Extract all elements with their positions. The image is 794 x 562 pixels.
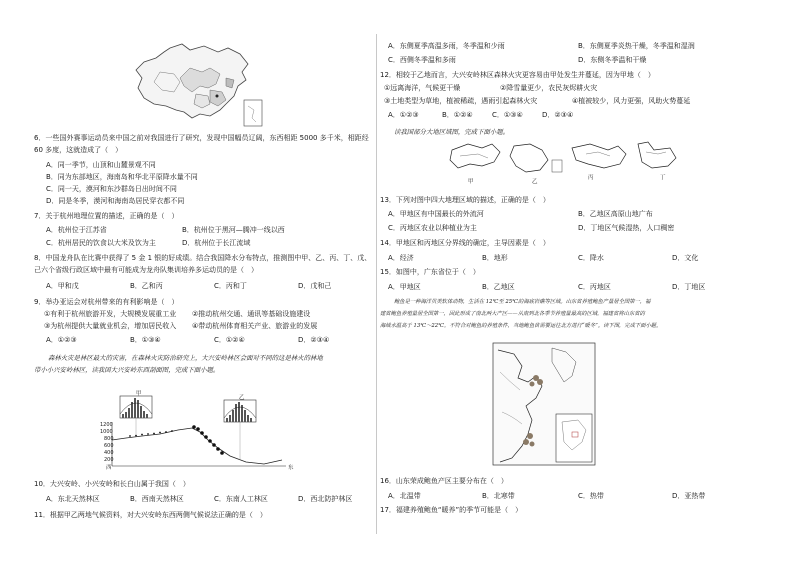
q15-option-a[interactable]: A．甲地区: [388, 283, 421, 291]
q10-stem: 10．大兴安岭、小兴安岭和长白山属于我国（ ）: [34, 480, 190, 488]
region-label-yi: 乙: [532, 179, 538, 185]
climate-label-yi: 乙: [239, 395, 245, 401]
reading-intro-forest: 森林火灾是林区最大的灾害，在森林火灾防治研究上，大兴安岭林区会面对不同的这是林火的林地: [48, 354, 323, 362]
q11-option-c[interactable]: C．西侧冬季温和多雨: [388, 56, 456, 64]
q11-stem: 11．根据甲乙两地气候资料，对大兴安岭东西两侧气候说法正确的是（ ）: [34, 511, 267, 519]
q8-option-d[interactable]: D．戊和己: [298, 282, 332, 290]
q15-option-b[interactable]: B．乙地区: [482, 283, 515, 291]
q16-option-b[interactable]: B．北寒带: [482, 492, 515, 500]
q10-option-d[interactable]: D．西北防护林区: [298, 495, 353, 503]
q14-option-b[interactable]: B．地形: [482, 254, 508, 262]
q9-item-1: ①有利于杭州旅游开发，大规模发展重工业: [44, 310, 177, 318]
reading-intro-abalone-cont: 建省鲍鱼养殖量居全国第一，因此形成了南北两大产区——从南到北各季节养殖量最高的区域，福建省将山东省的: [380, 311, 645, 317]
daxinganling-profile-figure: [96, 378, 292, 470]
q13-option-d[interactable]: D．丁地区气候湿热，人口稠密: [578, 224, 675, 232]
q16-option-c[interactable]: C．热带: [578, 492, 604, 500]
q12-option-b[interactable]: B．①②④: [442, 111, 473, 119]
q12-stem: 12．相较于乙地而言，大兴安岭林区森林火灾更容易由甲处发生并蔓延，因为甲地（ ）: [380, 71, 655, 79]
q6-stem: 6．一些国外赛事运动员来中国之前对我国进行了研究，发现中国幅员辽阔，东西相距 5000 多千米，相距经: [34, 134, 369, 142]
q9-option-b[interactable]: B．①③④: [130, 336, 161, 344]
q11-option-d[interactable]: D．东侧冬季温和干燥: [578, 56, 647, 64]
q12-item-3: ③土地类型为草地，植被稀疏，遇雨引起森林火灾: [384, 97, 538, 105]
q17-stem: 17．福建养殖鲍鱼“暖养”的季节可能是（ ）: [380, 506, 523, 514]
q10-option-b[interactable]: B．西南天然林区: [130, 495, 184, 503]
region-label-jia: 甲: [468, 179, 474, 185]
q14-option-c[interactable]: C．降水: [578, 254, 604, 262]
q9-option-d[interactable]: D．②③④: [298, 336, 330, 344]
q8-stem-cont: 己六个省级行政区域中最有可能成为龙舟队集训培养多运动员的是（ ）: [34, 266, 258, 274]
right-column: [380, 0, 762, 562]
region-label-bing: 丙: [588, 175, 594, 181]
q6-stem-cont: 60 多度，这就造成了（ ）: [34, 146, 123, 154]
q9-item-4: ④带动杭州体育相关产业、旅游业的发展: [192, 322, 318, 330]
q16-stem: 16．山东荣成鲍鱼产区主要分布在（ ）: [380, 477, 508, 485]
q14-option-d[interactable]: D．文化: [672, 254, 699, 262]
q7-option-c[interactable]: C．杭州居民的饮食以大米及饮为主: [46, 239, 156, 247]
q6-option-d[interactable]: D．同是冬季，漠河和海南岛居民穿衣都不同: [46, 197, 185, 205]
q13-option-c[interactable]: C．丙地区农业以种植业为主: [388, 224, 477, 232]
q9-item-2: ②推动杭州交通、通讯等基础设施建设: [192, 310, 311, 318]
q12-option-a[interactable]: A．①②③: [388, 111, 419, 119]
region-label-ding: 丁: [660, 175, 666, 181]
q8-option-c[interactable]: C．丙和丁: [214, 282, 247, 290]
reading-intro-regions: 读我国部分大地区域图，完成下面小题。: [394, 128, 510, 136]
y-tick-1000: 1000: [100, 429, 113, 435]
q6-option-a[interactable]: A．同一季节，山顶和山麓景观不同: [46, 161, 156, 169]
reading-intro-forest-cont: 带小小兴安岭林区，读我国大兴安岭东西剖面图，完成下面小题。: [34, 366, 220, 374]
y-tick-200: 200: [104, 457, 114, 463]
y-tick-600: 600: [104, 443, 114, 449]
q13-option-b[interactable]: B．乙地区高原山地广布: [578, 210, 653, 218]
q7-option-b[interactable]: B．杭州位于黑河—腾冲一线以西: [182, 226, 285, 234]
q9-item-3: ③为杭州提供大量就业机会，增加居民收入: [44, 322, 177, 330]
q7-option-a[interactable]: A．杭州位于江苏省: [46, 226, 107, 234]
q16-option-a[interactable]: A．北温带: [388, 492, 421, 500]
q16-option-d[interactable]: D．亚热带: [672, 492, 706, 500]
regional-maps-figure: [448, 140, 684, 184]
label-east: 东: [288, 465, 294, 471]
q15-option-d[interactable]: D．丁地区: [672, 283, 706, 291]
q9-option-c[interactable]: C．①②④: [214, 336, 245, 344]
q8-option-b[interactable]: B．乙和丙: [130, 282, 163, 290]
y-tick-400: 400: [104, 450, 114, 456]
q12-item-2: ②降雪量更少，农民灰烬耕火灾: [500, 84, 598, 92]
reading-intro-abalone-cont2: 海域水温高于 13℃～22℃，不符合对鲍鱼的养殖条件，当地鲍鱼苗需要运往北方进行“暖冬”。读下图，完成下面小题。: [380, 323, 662, 329]
q6-option-b[interactable]: B．同为东部地区，海南岛和华北平原降水量不同: [46, 173, 198, 181]
q15-stem: 15．如图中，广东省位于（ ）: [380, 268, 480, 276]
q10-option-c[interactable]: C．东南人工林区: [214, 495, 268, 503]
china-map-figure: [130, 38, 266, 134]
y-tick-800: 800: [104, 436, 114, 442]
q6-option-c[interactable]: C．同一天，漠河和东沙群岛日出时间不同: [46, 185, 177, 193]
q10-option-a[interactable]: A．东北天然林区: [46, 495, 100, 503]
q14-option-a[interactable]: A．经济: [388, 254, 414, 262]
abalone-map-figure: [492, 342, 596, 466]
q12-option-c[interactable]: C．①③④: [492, 111, 523, 119]
q7-option-d[interactable]: D．杭州位于长江流域: [182, 239, 251, 247]
reading-intro-abalone: 鲍鱼是一种海洋贝类软体动物，生活在 12℃至 25℃的海底岩礁等区域。山东省养殖鲍鱼产量居全国第一，福: [394, 299, 651, 305]
q7-stem: 7．关于杭州地理位置的描述，正确的是（ ）: [34, 212, 179, 220]
column-divider: [376, 34, 377, 534]
q15-option-c[interactable]: C．丙地区: [578, 283, 611, 291]
q11-option-b[interactable]: B．东侧夏季炎热干燥，冬季温和湿润: [578, 42, 695, 50]
q13-stem: 13．下列对图中四大地理区域的描述，正确的是（ ）: [380, 196, 550, 204]
q12-item-1: ①远离海洋，气候更干燥: [384, 84, 461, 92]
q12-option-d[interactable]: D．②③④: [542, 111, 574, 119]
climate-label-jia: 甲: [136, 391, 142, 397]
q13-option-a[interactable]: A．甲地区有中国最长的外流河: [388, 210, 484, 218]
q9-stem: 9．举办亚运会对杭州带来的有利影响是（ ）: [34, 298, 179, 306]
q12-item-4: ④植被较少，风力更强，风助火势蔓延: [572, 97, 691, 105]
q9-option-a[interactable]: A．①②③: [46, 336, 77, 344]
q8-option-a[interactable]: A．甲和戊: [46, 282, 79, 290]
q8-stem: 8．中国龙舟队在比赛中获得了 5 金 1 银的好成绩。结合我国降水分布特点，推测图中甲、乙、丙、丁、戊、: [34, 254, 372, 262]
q11-option-a[interactable]: A．东侧夏季高温多雨，冬季温和少雨: [388, 42, 505, 50]
q14-stem: 14．甲地区和丙地区分界线的确定，主导因素是（ ）: [380, 239, 550, 247]
y-tick-1200: 1200: [100, 422, 113, 428]
label-west: 西: [106, 465, 112, 471]
left-column: [34, 0, 374, 562]
